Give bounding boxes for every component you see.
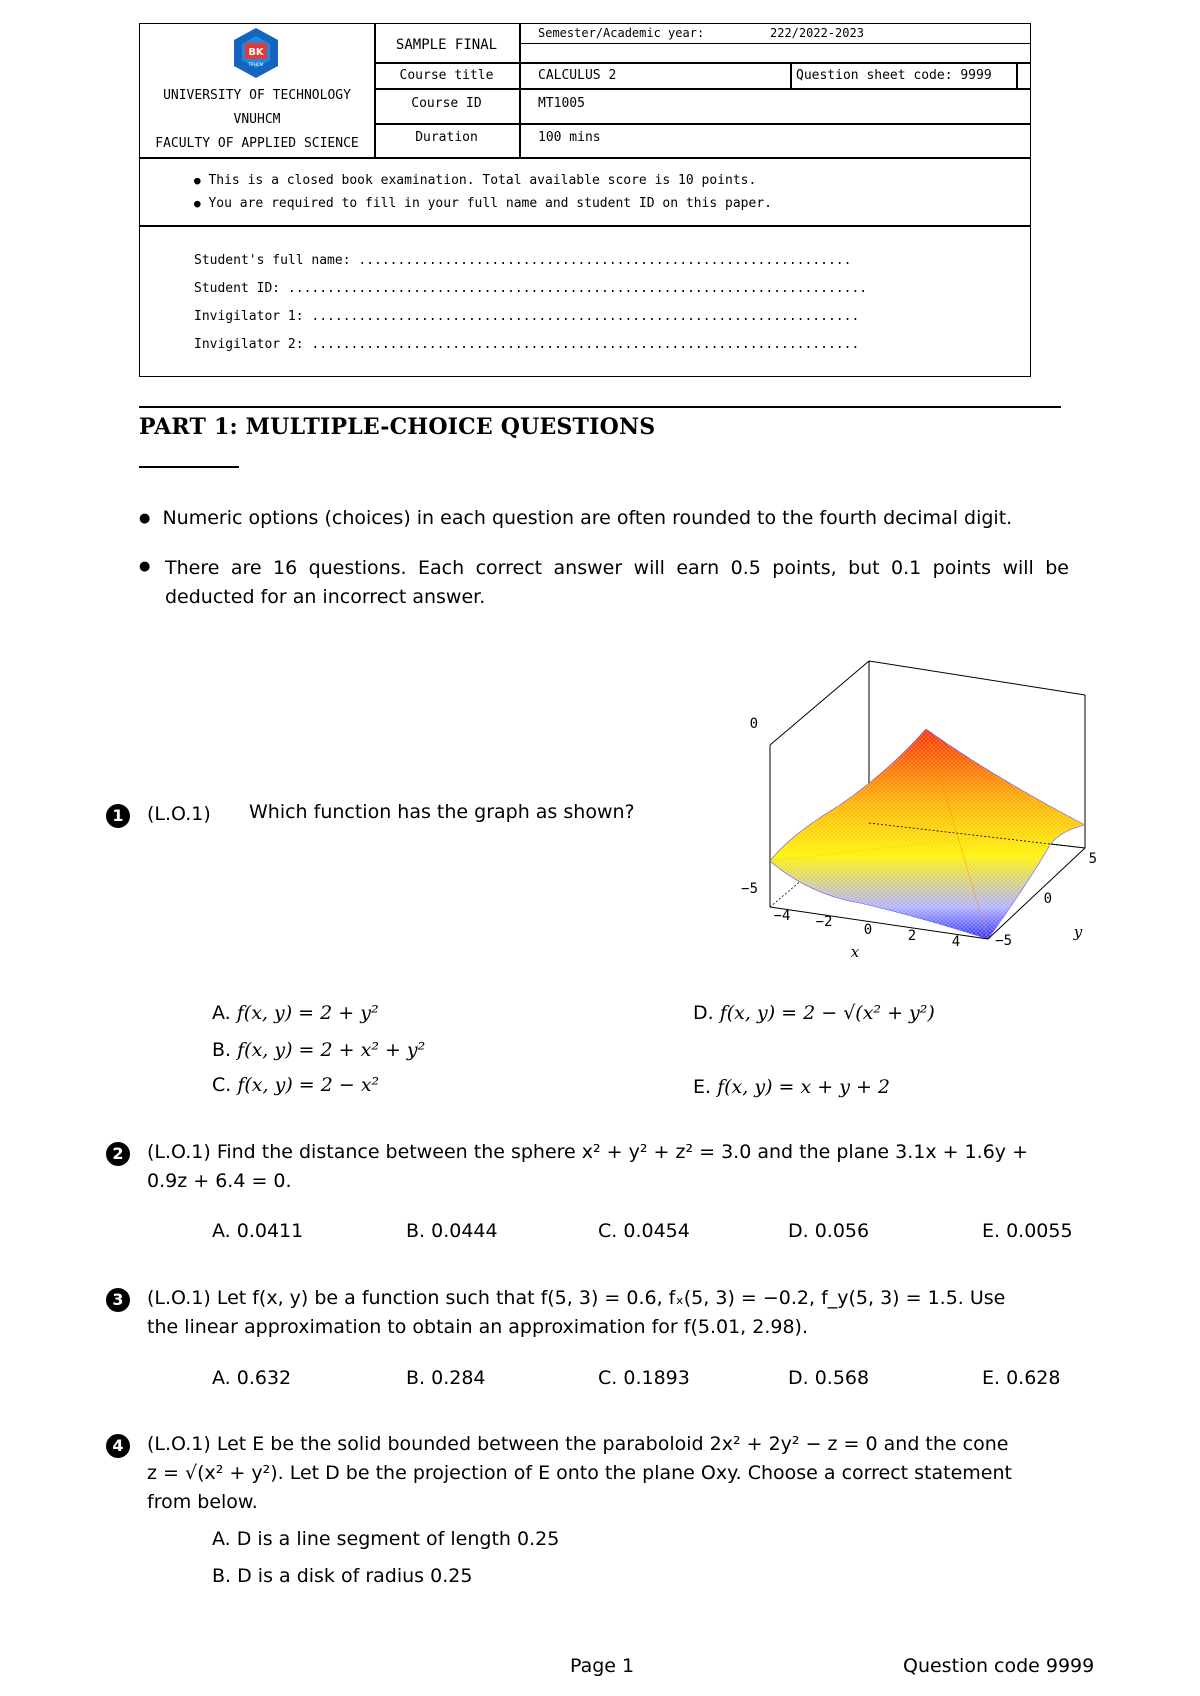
q2-option-e[interactable]: E. 0.0055 <box>982 1220 1073 1242</box>
vnu-name: VNUHCM <box>233 112 281 127</box>
question-1-lo: (L.O.1) <box>147 803 211 825</box>
semester-value: 222/2022-2023 <box>770 26 864 40</box>
y-tick-1: 5 <box>1088 851 1097 867</box>
rule-line-1: ● This is a closed book examination. Total available score is 10 points. <box>194 173 757 188</box>
rule-line-2: ● You are required to fill in your full name and student ID on this paper. <box>194 196 772 211</box>
q1-option-a[interactable]: A. f(x, y) = 2 + y² <box>212 1002 379 1024</box>
sample-final-label: SAMPLE FINAL <box>395 37 498 53</box>
course-title-value: CALCULUS 2 <box>538 68 617 83</box>
z-tick-0: 0 <box>749 716 758 732</box>
question-3-number: 3 <box>106 1288 130 1312</box>
instruction-1: ● Numeric options (choices) in each question are often rounded to the fourth decimal digit. <box>139 507 1013 529</box>
x-tick-3: 0 <box>863 922 873 938</box>
x-axis-label: x <box>850 943 860 961</box>
q4-option-a[interactable]: A. D is a line segment of length 0.25 <box>212 1528 560 1550</box>
q1-option-c[interactable]: C. f(x, y) = 2 − x² <box>212 1074 380 1096</box>
invigilator-1-field[interactable]: Invigilator 1: ...................................................................... <box>194 309 860 324</box>
q2-option-c[interactable]: C. 0.0454 <box>598 1220 690 1242</box>
question-2-number: 2 <box>106 1142 130 1166</box>
invigilator-2-field[interactable]: Invigilator 2: ...................................................................... <box>194 337 860 352</box>
x-tick-1: −4 <box>773 908 791 924</box>
student-id-field[interactable]: Student ID: .......................................................................... <box>194 281 868 296</box>
instruction-2: ● There are 16 questions. Each correct answer will earn 0.5 points, but 0.1 points will be deducted for an incorrect answer. <box>139 557 1069 608</box>
q3-option-b[interactable]: B. 0.284 <box>406 1367 486 1389</box>
title-underline <box>139 466 239 468</box>
q3-option-d[interactable]: D. 0.568 <box>788 1367 870 1389</box>
course-title-label: Course title <box>399 68 494 83</box>
z-tick-neg5: −5 <box>741 881 758 897</box>
q1-option-b[interactable]: B. f(x, y) = 2 + x² + y² <box>212 1039 426 1061</box>
x-tick-4: 2 <box>907 928 917 944</box>
duration-value: 100 mins <box>538 130 601 145</box>
question-3-text: (L.O.1) Let f(x, y) be a function such that f(5, 3) = 0.6, fₓ(5, 3) = −0.2, f_y(5, 3) = 1.5. Use the linear approximation to obtain an approximation for f(5.01, 2.98). <box>147 1287 1006 1338</box>
y-axis-label: y <box>1073 923 1083 941</box>
q3-option-e[interactable]: E. 0.628 <box>982 1367 1061 1389</box>
logo-text: BK <box>248 47 264 58</box>
x-tick-5: 4 <box>951 934 961 950</box>
q2-option-b[interactable]: B. 0.0444 <box>406 1220 498 1242</box>
exam-header-table <box>139 23 1031 377</box>
logo-subtext: TP.HCM <box>248 62 264 67</box>
student-name-field[interactable]: Student's full name: ............................................................... <box>194 253 852 268</box>
y-tick-2: 0 <box>1043 891 1052 907</box>
faculty-name: FACULTY OF APPLIED SCIENCE <box>155 136 359 151</box>
question-4-text: (L.O.1) Let E be the solid bounded between the paraboloid 2x² + 2y² − z = 0 and the cone z = √(x² + y²). Let D be the projection of E onto the plane Oxy. Choose a correct statement from below. <box>147 1433 1012 1513</box>
question-1-surface-graph <box>730 655 1100 965</box>
question-1-number: 1 <box>106 804 130 828</box>
part-title: PART 1: MULTIPLE-CHOICE QUESTIONS <box>139 414 656 440</box>
question-2-text: (L.O.1) Find the distance between the sphere x² + y² + z² = 3.0 and the plane 3.1x + 1.6y + 0.9z + 6.4 = 0. <box>147 1141 1028 1192</box>
page-number: Page 1 <box>570 1655 635 1677</box>
section-rule <box>139 406 1061 408</box>
duration-label: Duration <box>415 130 478 145</box>
q1-option-e[interactable]: E. f(x, y) = x + y + 2 <box>693 1076 891 1098</box>
semester-label: Semester/Academic year: <box>538 26 705 40</box>
course-id-value: MT1005 <box>538 96 585 111</box>
q2-option-d[interactable]: D. 0.056 <box>788 1220 870 1242</box>
q1-option-d[interactable]: D. f(x, y) = 2 − √(x² + y²) <box>693 1002 935 1024</box>
question-1-text: Which function has the graph as shown? <box>249 801 635 823</box>
course-id-label: Course ID <box>411 96 482 111</box>
q3-option-a[interactable]: A. 0.632 <box>212 1367 292 1389</box>
question-code-footer: Question code 9999 <box>903 1655 1095 1677</box>
university-logo <box>228 26 284 82</box>
q4-option-b[interactable]: B. D is a disk of radius 0.25 <box>212 1565 473 1587</box>
q2-option-a[interactable]: A. 0.0411 <box>212 1220 304 1242</box>
question-4-number: 4 <box>106 1434 130 1458</box>
x-tick-2: −2 <box>815 914 833 930</box>
q3-option-c[interactable]: C. 0.1893 <box>598 1367 690 1389</box>
y-tick-3: −5 <box>995 933 1012 949</box>
question-sheet-code: Question sheet code: 9999 <box>796 68 992 83</box>
university-name: UNIVERSITY OF TECHNOLOGY <box>163 88 351 103</box>
